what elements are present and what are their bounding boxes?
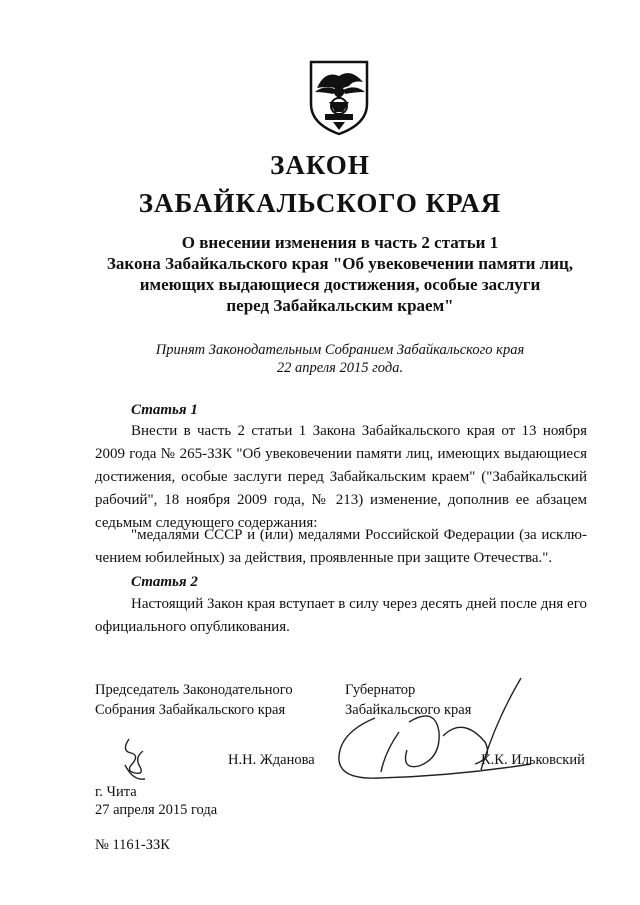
chairman-signature bbox=[115, 735, 155, 785]
law-number: № 1161-ЗЗК bbox=[95, 837, 170, 853]
adoption-line: Принят Законодательным Собранием Забайкальского края bbox=[155, 342, 525, 358]
governor-title-line: Забайкальского края bbox=[345, 702, 472, 718]
coat-of-arms-emblem bbox=[303, 58, 375, 136]
chairman-title bbox=[95, 680, 293, 720]
region-title: ЗАБАЙКАЛЬСКОГО КРАЯ bbox=[138, 188, 502, 218]
article-1-quote: "медалями СССР и (или) медалями Российской Федерации (за исклю-чением юбилейных) за действия, проявленные при защите Отечества.". bbox=[95, 527, 587, 566]
document-type-title: ЗАКОН bbox=[270, 150, 370, 180]
subtitle-line: имеющих выдающиеся достижения, особые заслуги bbox=[139, 275, 541, 294]
governor-name: К.К. Ильковский bbox=[481, 752, 585, 768]
subtitle-line: О внесении изменения в часть 2 статьи 1 bbox=[181, 233, 499, 252]
subtitle-line: перед Забайкальским краем" bbox=[226, 296, 454, 315]
place-of-signing: г. Чита bbox=[95, 784, 137, 800]
governor-title-line: Губернатор bbox=[345, 682, 416, 698]
adoption-date: 22 апреля 2015 года. bbox=[276, 360, 404, 376]
subtitle-line: Закона Забайкальского края "Об увековечении памяти лиц, bbox=[106, 254, 574, 273]
article-2-heading: Статья 2 bbox=[131, 574, 198, 590]
adoption-note bbox=[60, 341, 620, 377]
article-2-paragraph: Настоящий Закон края вступает в силу через десять дней после дня его официального опубликования. bbox=[95, 596, 587, 635]
article-1-paragraph: Внести в часть 2 статьи 1 Закона Забайкальского края от 13 ноября 2009 года № 265-ЗЗК "Об увековечении памяти лиц, имеющих выдающиеся достижения, особые заслуги перед Забайкальским краем" ("Забайкальский рабочий", 18 ноября 2009 года, № 213) изменение, дополнив ее абзацем седьмым следующего содержания: bbox=[95, 423, 587, 531]
signing-date: 27 апреля 2015 года bbox=[95, 802, 218, 818]
chairman-name: Н.Н. Жданова bbox=[228, 752, 315, 768]
chairman-title-line: Председатель Законодательного bbox=[95, 682, 293, 698]
law-subtitle bbox=[60, 232, 620, 316]
chairman-title-line: Собрания Забайкальского края bbox=[95, 702, 286, 718]
article-1-heading: Статья 1 bbox=[131, 402, 198, 418]
